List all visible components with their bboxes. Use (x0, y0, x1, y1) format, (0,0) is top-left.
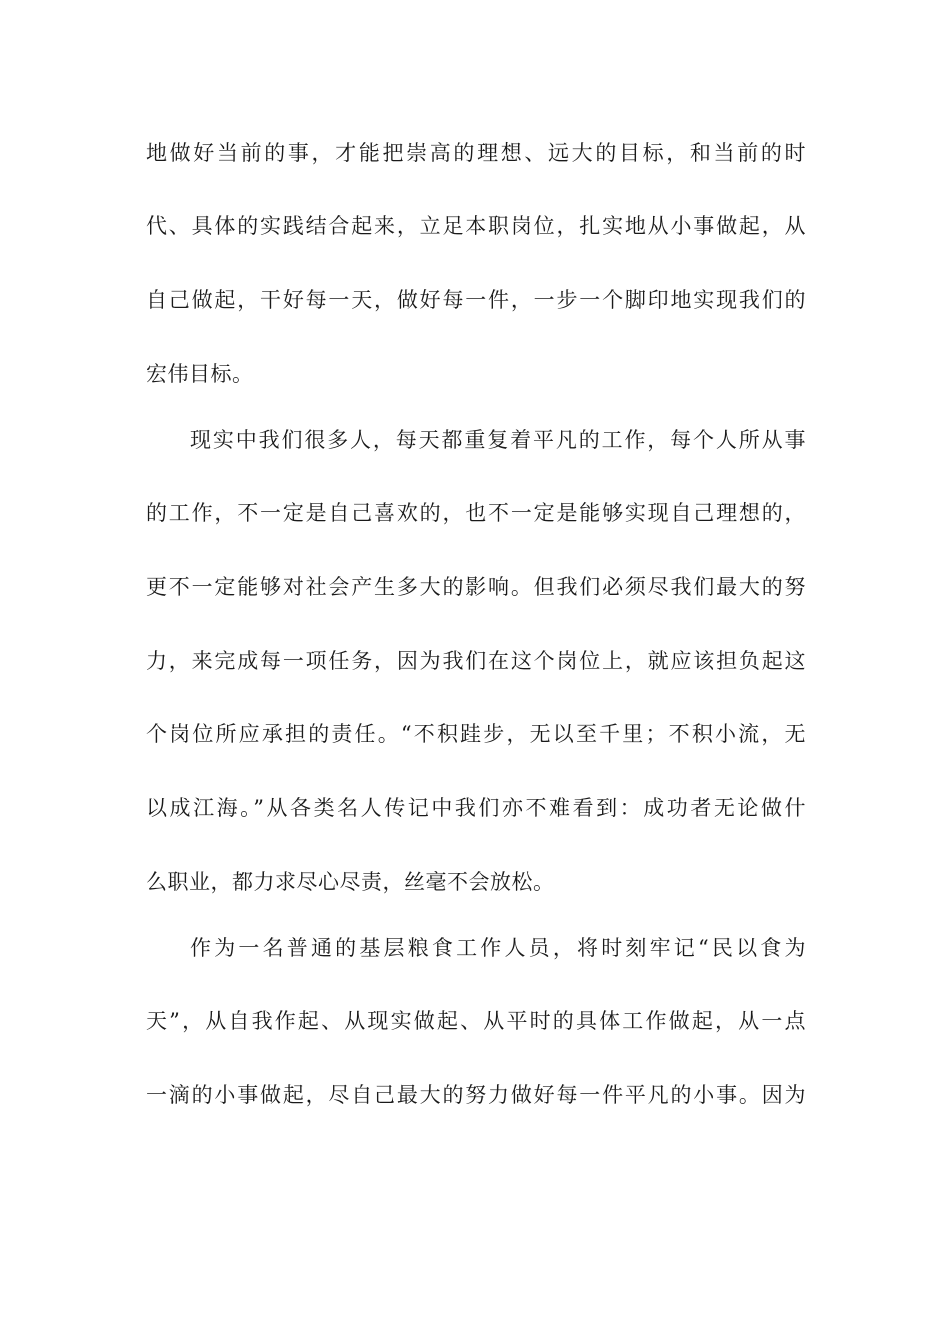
paragraph-line: 么职业，都力求尽心尽责，丝毫不会放松。 (146, 870, 555, 894)
paragraph-line: 宏伟目标。 (146, 362, 254, 386)
paragraph-line: 更不一定能够对社会产生多大的影响。但我们必须尽我们最大的努 (146, 575, 806, 599)
paragraph-line: 现实中我们很多人，每天都重复着平凡的工作，每个人所从事 (190, 428, 806, 452)
paragraph-line: 力，来完成每一项任务，因为我们在这个岗位上，就应该担负起这 (146, 649, 806, 673)
paragraph-line: 代、具体的实践结合起来，立足本职岗位，扎实地从小事做起，从 (146, 214, 806, 238)
paragraph-line: 一滴的小事做起，尽自己最大的努力做好每一件平凡的小事。因为 (146, 1083, 806, 1107)
paragraph-line: 的工作，不一定是自己喜欢的，也不一定是能够实现自己理想的， (146, 501, 806, 525)
paragraph-line: 自己做起，干好每一天，做好每一件，一步一个脚印地实现我们的 (146, 288, 806, 312)
paragraph-line: 以成江海。”从各类名人传记中我们亦不难看到：成功者无论做什 (146, 796, 806, 820)
paragraph-line: 天”，从自我作起、从现实做起、从平时的具体工作做起，从一点 (146, 1009, 806, 1033)
paragraph-line: 地做好当前的事，才能把崇高的理想、远大的目标，和当前的时 (146, 141, 806, 165)
paragraph-line: 个岗位所应承担的责任。“不积跬步，无以至千里；不积小流，无 (146, 722, 806, 746)
paragraph-line: 作为一名普通的基层粮食工作人员，将时刻牢记“民以食为 (190, 936, 806, 960)
